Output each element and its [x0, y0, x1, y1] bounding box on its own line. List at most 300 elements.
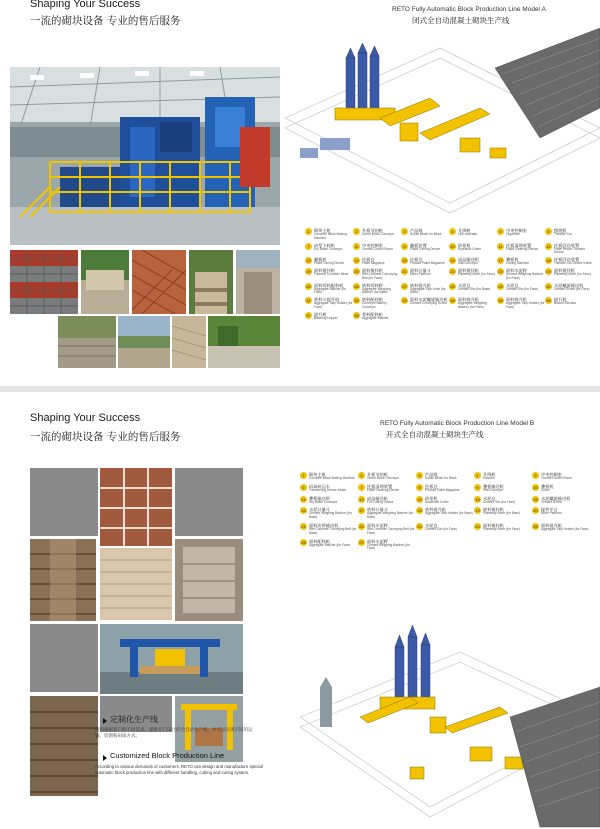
legend-label-en: Aggregate Skip Hoister (for Face)	[314, 301, 353, 309]
legend-item	[401, 268, 449, 281]
legend-item	[532, 507, 590, 520]
legend-number-badge: 10	[533, 484, 538, 490]
legend-label-en: Aggregate Skip Hoister (for Face)	[506, 301, 545, 309]
legend-label-cn: 砂浆机	[458, 242, 471, 248]
legend-item	[401, 243, 449, 256]
legend-label-cn: 面料搅拌机	[554, 267, 575, 273]
legend-number-badge: 1	[300, 472, 307, 479]
legend-number-badge: 3	[416, 472, 423, 479]
legend-label-en: Concrete Block Making Machine	[314, 232, 347, 240]
legend-label-cn: 面料骨料配料机	[314, 282, 344, 288]
legend-label-en: Aggregate Weighing Batcher (for Base)	[362, 286, 391, 295]
legend-label-en: Aggregate Batcher (for Face)	[314, 286, 347, 295]
legend-number-badge: 24	[475, 523, 480, 529]
legend-label-cn: 水泥螺旋输送机	[541, 495, 571, 501]
legend-item	[532, 484, 590, 493]
legend-item	[305, 243, 353, 256]
legend-number-badge: 16	[450, 258, 455, 264]
legend-item	[401, 283, 449, 296]
legend-label-cn: 托板回送装置	[554, 257, 580, 263]
legend-label-en: Product Pallet Magazine	[425, 487, 460, 492]
legend-label-cn: 面料水泥秤	[506, 267, 527, 273]
paver-photo-red-gray	[10, 250, 78, 314]
finished-block-photo	[100, 548, 172, 620]
legend-number-badge: 13	[306, 258, 311, 264]
legend-item	[532, 496, 590, 505]
legend-text	[506, 268, 545, 281]
legend-label-en: Automatic Cutter	[425, 499, 449, 504]
legend-number-badge: 26	[301, 539, 306, 545]
legend-item	[305, 268, 353, 281]
legend-item	[353, 268, 401, 281]
legend-label-en: Cement Silo (for Face)	[425, 526, 458, 531]
legend-label-cn: 砌块主机	[309, 472, 326, 477]
machine-detail-photo-hidden	[175, 630, 243, 696]
legend-text	[506, 228, 527, 237]
legend-label-en: Cement Silo (for Face)	[506, 286, 539, 291]
legend-item	[532, 472, 590, 481]
legend-number-badge: 11	[498, 243, 503, 249]
legend-text	[425, 472, 457, 481]
legend-label-cn: 骨料配料机	[362, 311, 383, 317]
legend-label-en: Aggregate Batcher	[362, 315, 389, 320]
legend-item	[305, 257, 353, 266]
legend-label-cn: 托板回送装置	[554, 242, 580, 248]
legend-item	[300, 472, 358, 481]
legend-label-en: Cement Screw	[541, 499, 562, 504]
legend-text	[541, 496, 570, 505]
legend-number-badge: 9	[474, 484, 481, 491]
legend-label-cn: 成品输送机	[458, 257, 479, 263]
legend-item	[416, 523, 474, 536]
legend-label-cn: 面料提升机	[506, 297, 527, 303]
legend-label-en: Cement Silo (for Face)	[483, 499, 516, 504]
legend-text	[314, 257, 344, 266]
legend-label-en: Pallet Return Transfer Device	[554, 246, 586, 255]
legend-label-cn: 水泥仓	[425, 522, 438, 528]
legend-item	[449, 297, 497, 310]
legend-label-cn: 水泥仓	[458, 282, 471, 288]
legend-label-cn: 托板仓	[410, 257, 423, 263]
legend-label-en: Mixer Platform	[410, 271, 431, 276]
legend-label-cn: 砌块主机	[314, 228, 331, 233]
legend-item	[497, 228, 545, 241]
legend-label-cn: 搅拌平台	[541, 507, 558, 513]
legend-label-en: Cement Weighing Batcher (for Face)	[506, 271, 544, 280]
rack-storage-photo	[30, 696, 98, 796]
legend-item	[497, 268, 545, 281]
legend-text	[314, 268, 349, 277]
legend-number-badge: 20	[354, 268, 359, 274]
legend-item	[401, 228, 449, 241]
legend-text	[554, 228, 572, 237]
legend-label-cn: 砂浆机	[425, 495, 438, 501]
legend-number-badge: 12	[546, 243, 551, 249]
legend-number-badge: 38	[354, 312, 359, 318]
legend-label-en: Organizer	[506, 232, 520, 236]
legend-label-cn: 面料水泥秤	[367, 538, 388, 544]
lakeside-wall-photo	[118, 316, 170, 368]
legend-number-badge: 9	[401, 243, 408, 250]
legend-label-en: Pallet Cleaning Device	[506, 246, 539, 251]
legend-item	[300, 484, 358, 493]
legend-text	[309, 507, 358, 520]
legend-text	[314, 312, 338, 321]
legend-label-cn: 叠板机	[506, 257, 519, 263]
model-b-subtitle: 开式全自动混凝土砌块生产线	[386, 430, 484, 439]
legend-label-en: Cubing Machine	[506, 261, 530, 266]
legend-text	[483, 507, 520, 516]
legend-label-cn: 底料搅拌机	[483, 507, 504, 513]
legend-text	[410, 268, 431, 277]
custom-line-title-cn: 定制化生产线	[110, 715, 158, 724]
legend-number-badge: 21	[402, 268, 407, 274]
legend-text	[425, 484, 460, 493]
legend-number-badge: 11	[301, 496, 306, 502]
legend-label-cn: 底料提升机	[410, 282, 431, 288]
legend-number-badge: 14	[354, 258, 359, 264]
building-block-photo	[236, 250, 280, 314]
legend-number-badge: 36	[546, 298, 551, 304]
legend-label-cn: 面料提升机	[458, 297, 479, 303]
legend-number-badge: 18	[417, 508, 422, 514]
legend-text	[362, 297, 401, 310]
legend-text	[541, 484, 554, 493]
legend-item	[358, 507, 416, 520]
legend-number-badge: 6	[545, 228, 552, 235]
legend-item	[545, 283, 593, 296]
legend-number-badge: 19	[475, 508, 480, 514]
legend-label-en: Transferring Device Inside	[309, 487, 347, 492]
legend-label-cn: 面料皮带输送机	[309, 522, 339, 528]
legend-label-cn: 水泥螺旋输送机	[554, 282, 584, 288]
legend-label-en: Aggregate Weighing Batcher (for Face)	[458, 301, 487, 309]
legend-item	[305, 228, 353, 241]
legend-item	[300, 539, 358, 552]
legend-number-badge: 19	[306, 268, 311, 274]
legend-item	[545, 257, 593, 266]
legend-label-cn: 水泥仓	[483, 495, 496, 501]
legend-label-cn: 水泥计量斗	[309, 507, 330, 513]
legend-item	[416, 472, 474, 481]
retaining-wall-photo	[58, 316, 116, 368]
legend-number-badge: 30	[546, 283, 551, 289]
legend-item	[305, 312, 353, 321]
legend-label-cn: 托板仓	[425, 483, 438, 489]
model-a-legend	[305, 228, 595, 321]
legend-label-en: Aggregate Skip Hoister (for Face)	[541, 526, 589, 531]
legend-label-en: Bucket Elevator	[554, 301, 577, 306]
legend-label-cn: 面料水泥螺旋输送机	[410, 297, 448, 303]
legend-item	[474, 472, 532, 481]
legend-number-badge: 32	[354, 298, 359, 304]
legend-label-en: Green Block Conveyor	[367, 476, 400, 480]
legend-text	[367, 472, 399, 481]
legend-label-en: Wet Concrete Conveying Belt (for Face)	[362, 271, 398, 280]
legend-label-cn: 托板清理装置	[367, 483, 393, 489]
legend-item	[353, 228, 401, 241]
legend-label-en: Planetary Mixer (for Base)	[483, 511, 521, 516]
legend-text	[554, 297, 576, 306]
legend-number-badge: 23	[498, 268, 503, 274]
legend-item	[300, 496, 358, 505]
legend-item	[449, 283, 497, 296]
legend-label-en: Aggregate Skip Hoist (for Base)	[410, 286, 446, 295]
legend-label-en: Wet Concrete Conveying Belt (for Base)	[309, 526, 357, 535]
legend-number-badge: 6	[300, 484, 307, 491]
legend-number-badge: 17	[498, 258, 503, 264]
legend-number-badge: 31	[306, 298, 311, 304]
legend-text	[309, 496, 338, 505]
legend-item	[305, 283, 353, 296]
legend-number-badge: 24	[546, 268, 551, 274]
legend-text	[362, 243, 393, 252]
legend-number-badge: 37	[306, 312, 311, 318]
legend-text	[458, 228, 477, 237]
legend-item	[401, 257, 449, 266]
legend-text	[554, 283, 590, 292]
legend-item	[416, 496, 474, 505]
legend-label-cn: 翻板机	[314, 257, 327, 263]
legend-label-cn: 面料搅拌机	[458, 267, 479, 273]
custom-line-text-cn: 瑞图根据客户的不同需求，提供专门设计的全自动生产线，并可以实现不同的运输、切割和码垛方式。	[95, 728, 253, 739]
legend-label-cn: 成品输送机	[367, 495, 388, 501]
legend-label-cn: 底料斗提升机	[314, 297, 340, 303]
legend-label-cn: 托板清理装置	[506, 242, 532, 248]
placeholder-gray-block	[30, 624, 98, 692]
legend-label-cn: 底料骨料秤	[362, 282, 383, 288]
legend-label-en: Aggregate Batcher (for Face)	[309, 542, 351, 547]
legend-text	[425, 507, 473, 516]
legend-label-cn: 底料计量斗	[367, 507, 388, 513]
legend-label-cn: 产品线	[425, 472, 438, 477]
legend-text	[309, 539, 350, 548]
legend-text	[362, 228, 394, 237]
legend-text	[458, 283, 490, 292]
legend-number-badge: 1	[305, 228, 312, 235]
legend-text	[458, 243, 481, 252]
legend-text	[506, 257, 529, 266]
legend-item	[358, 472, 416, 481]
legend-text	[309, 472, 355, 481]
legend-item	[416, 484, 474, 493]
legend-text	[314, 228, 353, 241]
legend-text	[458, 257, 479, 266]
garden-steps-photo	[189, 250, 233, 314]
legend-item	[497, 257, 545, 266]
brand-slogan-en-b: Shaping Your Success	[30, 412, 141, 424]
legend-label-cn: 面料搅拌机	[314, 267, 335, 273]
brochure-page-model-a	[0, 0, 600, 386]
legend-label-cn: 升降机	[458, 228, 471, 233]
legend-label-en: Pallet Turning Device	[314, 261, 345, 266]
legend-number-badge: 33	[402, 298, 407, 304]
legend-text	[362, 257, 385, 266]
landscape-photo	[208, 316, 280, 368]
legend-text	[458, 297, 497, 310]
legend-text	[554, 268, 591, 277]
legend-label-cn: 叠板输送机	[483, 483, 504, 489]
legend-item	[449, 257, 497, 266]
legend-label-cn: 中央控制室	[506, 228, 527, 233]
bullet-arrow-icon	[103, 755, 107, 761]
legend-text	[483, 523, 520, 532]
legend-number-badge: 8	[416, 484, 423, 491]
legend-number-badge: 5	[532, 472, 539, 479]
legend-item	[353, 243, 401, 256]
legend-label-cn: 底料配料机	[362, 297, 383, 303]
legend-number-badge: 17	[359, 508, 364, 514]
legend-item	[497, 243, 545, 256]
legend-label-cn: 升降机	[483, 472, 496, 477]
legend-label-cn: 叠板机	[541, 483, 554, 489]
garden-wall-photo	[81, 250, 129, 314]
legend-text	[458, 268, 495, 277]
legend-number-badge: 8	[353, 243, 360, 250]
legend-number-badge: 29	[498, 283, 503, 289]
legend-text	[541, 523, 588, 532]
legend-number-badge: 34	[450, 298, 455, 304]
legend-label-cn: 提升机	[314, 311, 327, 317]
model-a-subtitle: 闭式全自动混凝土砌块生产线	[412, 16, 510, 25]
legend-label-en: Pallet Magazine	[362, 261, 385, 266]
legend-number-badge: 16	[301, 508, 306, 514]
legend-item	[358, 539, 416, 552]
brand-slogan-cn-b: 一流的砌块设备 专业的售后服务	[30, 431, 181, 443]
legend-item	[358, 496, 416, 505]
factory-photo	[10, 67, 280, 245]
legend-number-badge: 15	[533, 496, 538, 502]
legend-text	[483, 484, 504, 493]
custom-line-text-en: According to various demands of customers, RETO can design and manufacture special automatic block production line with different handling, cubing and curing system.	[95, 764, 263, 775]
legend-item	[545, 297, 593, 310]
legend-label-en: Planetary Mixer (for Face)	[554, 271, 591, 276]
legend-number-badge: 27	[359, 539, 364, 545]
legend-text	[362, 283, 401, 296]
legend-label-en: Aggregate Weighing Batcher (for Base)	[367, 511, 414, 520]
legend-text	[309, 484, 346, 493]
legend-label-cn: 面料水泥秤	[367, 522, 388, 528]
legend-label-en: Pallet Cleaning Device	[367, 487, 400, 492]
legend-text	[367, 507, 416, 520]
legend-label-cn: 成型下料机	[314, 242, 335, 248]
legend-item	[358, 523, 416, 536]
legend-number-badge: 3	[401, 228, 408, 235]
legend-text	[314, 243, 343, 252]
legend-text	[425, 523, 457, 532]
legend-item	[532, 523, 590, 536]
legend-label-cn: 面料提升机	[541, 522, 562, 528]
brand-slogan-cn: 一流的砌块设备 专业的售后服务	[30, 15, 181, 27]
legend-label-en: Cement Screw (for Face)	[554, 286, 590, 291]
legend-number-badge: 2	[353, 228, 360, 235]
legend-number-badge: 18	[546, 258, 551, 264]
legend-label-cn: 水泥仓	[506, 282, 519, 288]
legend-text	[367, 496, 393, 505]
legend-number-badge: 21	[301, 523, 306, 529]
legend-label-en: Central Control Room	[362, 246, 393, 251]
legend-number-badge: 27	[402, 283, 407, 289]
legend-number-badge: 14	[475, 496, 480, 502]
bullet-arrow-icon	[103, 718, 107, 724]
legend-item	[353, 257, 401, 266]
legend-number-badge: 20	[533, 508, 538, 514]
legend-number-badge: 26	[354, 283, 359, 289]
block-stack-photo	[100, 468, 172, 546]
model-a-title: RETO Fully Automatic Block Production Line Model A	[392, 6, 546, 13]
legend-number-badge: 22	[359, 523, 364, 529]
legend-label-en: Planetary Mixer (for Face)	[483, 526, 520, 531]
legend-label-cn: 摆渡机	[554, 228, 567, 233]
curing-rack-photo	[30, 539, 96, 621]
legend-label-en: Conveyor Battery Conveyor	[362, 301, 387, 309]
legend-text	[410, 243, 440, 252]
legend-text	[410, 297, 448, 306]
legend-text	[554, 257, 592, 266]
legend-label-cn: 翻板装置	[410, 242, 427, 248]
legend-label-en: Solute Brush for Block	[425, 476, 457, 480]
legend-number-badge: 4	[449, 228, 456, 235]
legend-item	[353, 283, 401, 296]
legend-number-badge: 35	[498, 298, 503, 304]
legend-label-cn: 托板仓	[362, 257, 375, 263]
legend-text	[425, 496, 449, 505]
legend-item	[300, 523, 358, 536]
model-b-legend	[300, 472, 595, 551]
legend-text	[554, 243, 593, 256]
legend-label-en: Planetary Mixer (for Face)	[458, 271, 495, 276]
legend-label-en: Dry Batch Conveyor	[309, 499, 338, 504]
legend-number-badge: 5	[497, 228, 504, 235]
legend-label-cn: 面料计量斗	[410, 267, 431, 273]
legend-text	[314, 283, 353, 296]
legend-item	[545, 268, 593, 281]
legend-item	[497, 297, 545, 310]
legend-label-cn: 面料搅拌机	[362, 267, 383, 273]
model-b-layout-illustration	[300, 607, 600, 829]
model-a-layout-illustration	[280, 28, 600, 218]
legend-label-cn: 升板节拍机	[362, 228, 383, 233]
legend-label-en: Cement Weighing Batcher (for Face)	[367, 542, 410, 551]
model-b-title: RETO Fully Automatic Block Production Line Model B	[380, 420, 535, 427]
legend-label-en: Hydraulic Cutter	[458, 246, 481, 251]
legend-number-badge: 28	[450, 283, 455, 289]
legend-number-badge: 23	[417, 523, 422, 529]
legend-label-en: Wet Concrete Conveying Belt (for Face)	[367, 526, 415, 535]
legend-label-en: Mixer Platform	[541, 511, 562, 516]
legend-text	[367, 539, 416, 552]
legend-label-en: Lift/Lowerator	[458, 232, 478, 236]
legend-label-en: Cuber	[541, 487, 550, 492]
legend-label-en: Cement Silo (for Base)	[458, 286, 491, 291]
legend-number-badge: 22	[450, 268, 455, 274]
legend-label-en: Cement Weighing Batcher (for Base)	[309, 511, 352, 520]
brochure-page-model-b	[0, 392, 600, 829]
legend-label-en: Dry Batch Conveyor	[314, 246, 343, 251]
legend-item	[545, 228, 593, 241]
legend-item	[353, 297, 401, 310]
placeholder-gray-block	[30, 468, 98, 536]
legend-item	[449, 243, 497, 256]
legend-item	[497, 283, 545, 296]
legend-label-en: Solute Brush for Block	[410, 232, 442, 236]
legend-label-cn: 码垛转运车	[309, 483, 330, 489]
legend-label-cn: 叠板输送带	[309, 495, 330, 501]
legend-number-badge: 25	[533, 523, 538, 529]
legend-text	[483, 496, 515, 505]
legend-label-en: For Cubing Device	[367, 499, 394, 504]
legend-label-en: Cement Conveying Screw	[410, 301, 447, 306]
